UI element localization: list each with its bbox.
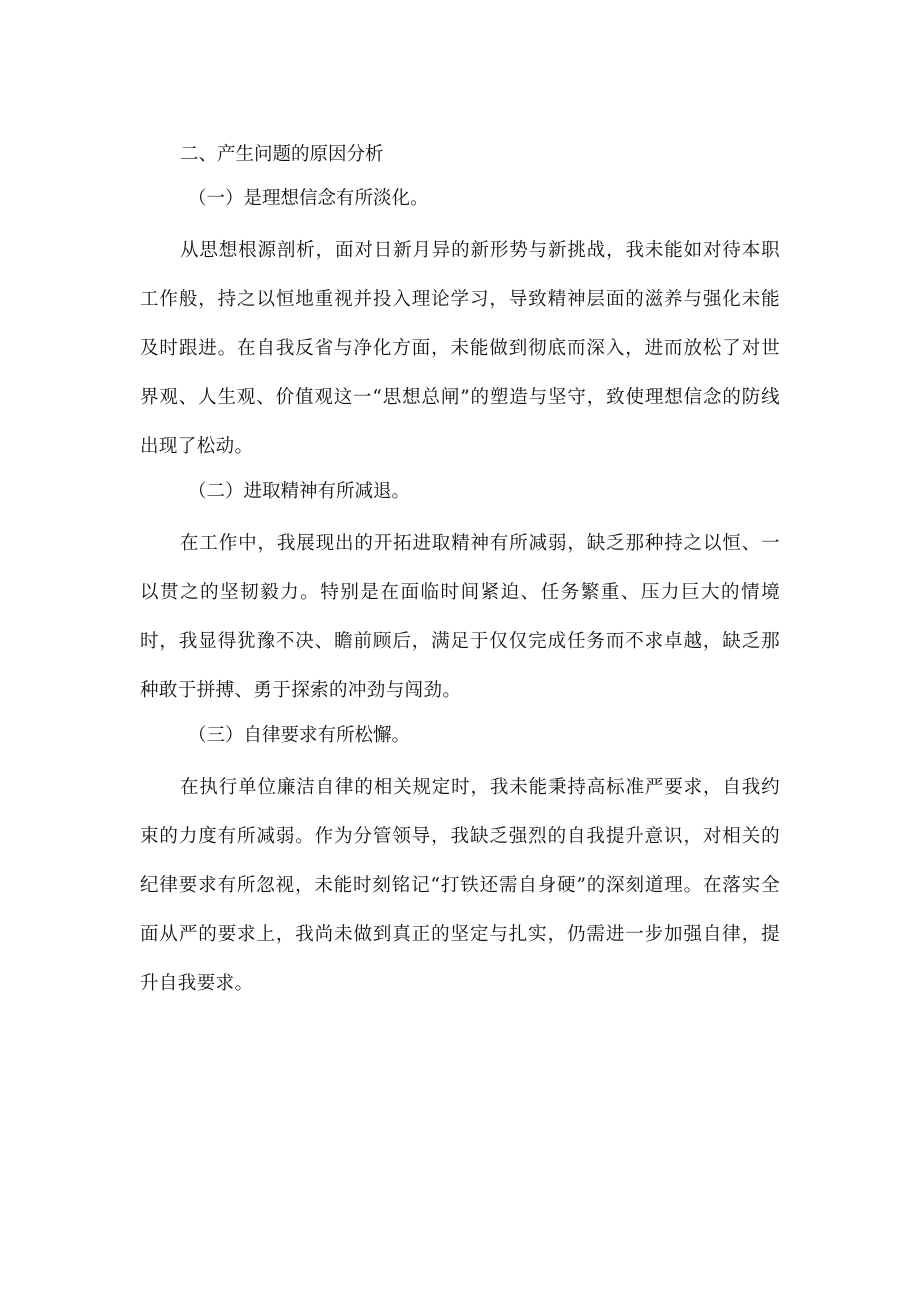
document-content bbox=[140, 138, 780, 1012]
subsection-heading-3: （三）自律要求有所松懈。 bbox=[188, 725, 411, 746]
subsection-paragraph-2: 在工作中，我展现出的开拓进取精神有所减弱，缺乏那种持之以恒、一以贯之的坚韧毅力。特别是在面临时间紧迫、任务繁重、压力巨大的情境时，我显得犹豫不决、瞻前顾后，满足于仅仅完成任务而不求卓越，缺乏那种敢于拼搏、勇于探索的冲劲与闯劲。 bbox=[140, 533, 780, 701]
section-title: 二、产生问题的原因分析 bbox=[180, 144, 384, 165]
subsection-heading-2: （二）进取精神有所减退。 bbox=[188, 481, 411, 502]
subsection-heading-1: （一）是理想信念有所淡化。 bbox=[188, 188, 429, 209]
subsection-paragraph-3: 在执行单位廉洁自律的相关规定时，我未能秉持高标准严要求，自我约束的力度有所减弱。作为分管领导，我缺乏强烈的自我提升意识，对相关的纪律要求有所忽视，未能时刻铭记“打铁还需自身硬”的深刻道理。在落实全面从严的要求上，我尚未做到真正的坚定与扎实，仍需进一步加强自律，提升自我要求。 bbox=[140, 777, 780, 994]
subsection-paragraph-1: 从思想根源剖析，面对日新月异的新形势与新挑战，我未能如对待本职工作般，持之以恒地重视并投入理论学习，导致精神层面的滋养与强化未能及时跟进。在自我反省与净化方面，未能做到彻底而深入，进而放松了对世界观、人生观、价值观这一“思想总闸”的塑造与坚守，致使理想信念的防线出现了松动。 bbox=[140, 240, 780, 457]
